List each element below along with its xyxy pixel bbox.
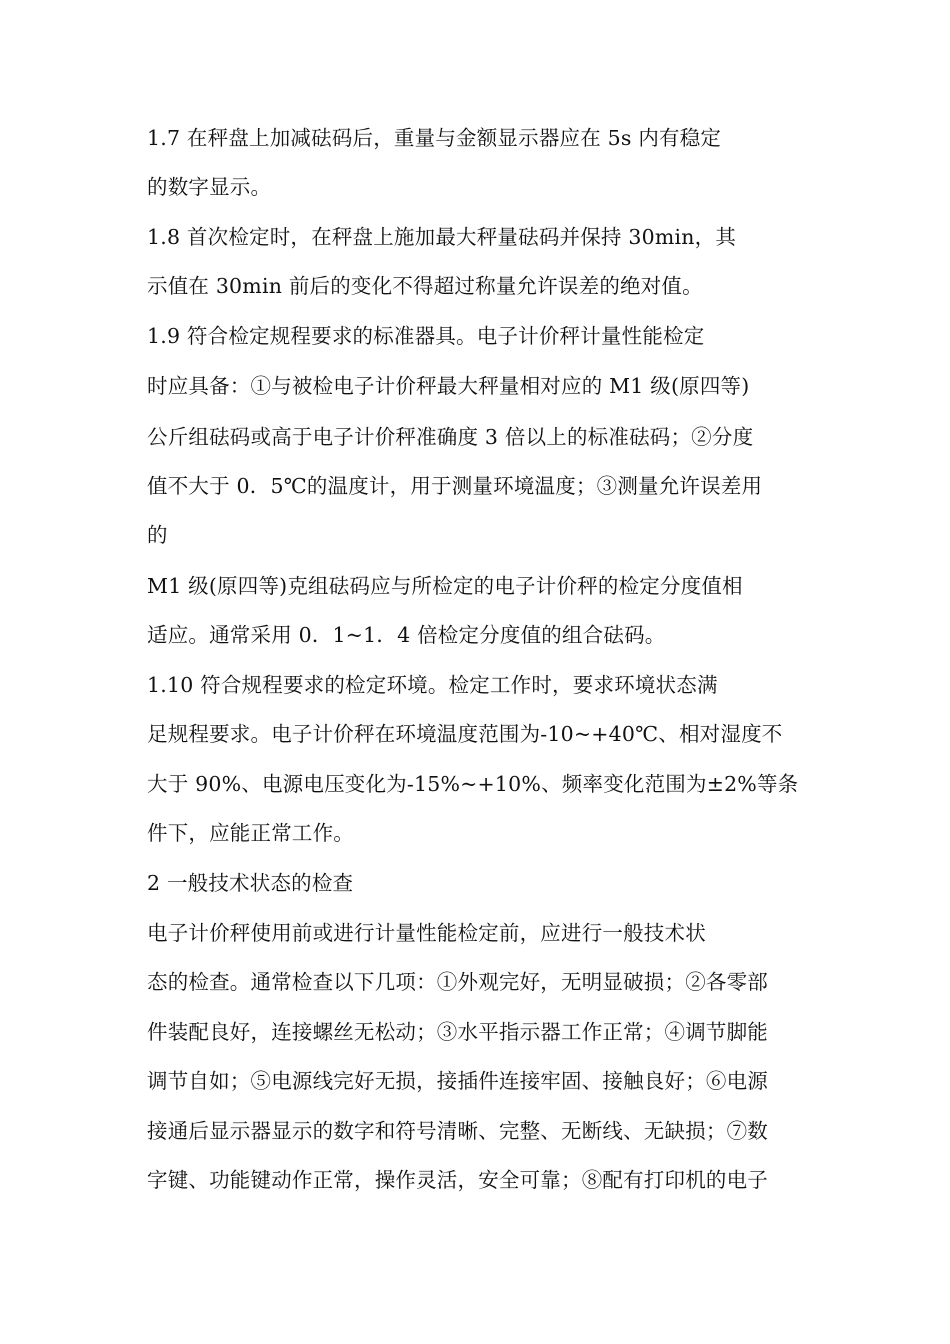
text-line-1-8: 1.8 首次检定时，在秤盘上施加最大秤量砝码并保持 30min，其	[147, 225, 737, 249]
text-line-1-7-cont: 的数字显示。	[147, 175, 272, 199]
section-heading-2: 2 一般技术状态的检查	[147, 871, 354, 895]
text-line-1-9-cont-5: M1 级(原四等)克组砝码应与所检定的电子计价秤的检定分度值相	[147, 574, 743, 598]
text-line-1-10-cont-3: 件下，应能正常工作。	[147, 821, 354, 845]
text-line-1-9-cont-1: 时应具备：①与被检电子计价秤最大秤量相对应的 M1 级(原四等)	[147, 374, 750, 398]
text-line-2-cont-5: 字键、功能键动作正常，操作灵活，安全可靠；⑧配有打印机的电子	[147, 1168, 768, 1192]
text-line-1-10: 1.10 符合规程要求的检定环境。检定工作时，要求环境状态满	[147, 673, 718, 697]
text-line-1-10-cont-2: 大于 90%、电源电压变化为-15%~+10%、频率变化范围为±2%等条	[147, 772, 799, 796]
text-line-2-cont-4: 接通后显示器显示的数字和符号清晰、完整、无断线、无缺损；⑦数	[147, 1119, 768, 1143]
text-line-1-9-cont-2: 公斤组砝码或高于电子计价秤准确度 3 倍以上的标准砝码；②分度	[147, 425, 754, 449]
text-line-1-7: 1.7 在秤盘上加减砝码后，重量与金额显示器应在 5s 内有稳定	[147, 126, 722, 150]
text-line-2-para: 电子计价秤使用前或进行计量性能检定前，应进行一般技术状	[147, 921, 706, 945]
text-line-2-cont-2: 件装配良好，连接螺丝无松动；③水平指示器工作正常；④调节脚能	[147, 1020, 768, 1044]
text-line-1-9: 1.9 符合检定规程要求的标准器具。电子计价秤计量性能检定	[147, 324, 705, 348]
text-line-1-9-cont-4: 的	[147, 523, 168, 547]
text-line-1-10-cont-1: 足规程要求。电子计价秤在环境温度范围为-10~+40℃、相对湿度不	[147, 722, 783, 746]
text-line-1-9-cont-3: 值不大于 0．5℃的温度计，用于测量环境温度；③测量允许误差用	[147, 474, 763, 498]
text-line-1-9-cont-6: 适应。通常采用 0．1~1．4 倍检定分度值的组合砝码。	[147, 623, 666, 647]
text-line-2-cont-3: 调节自如；⑤电源线完好无损，接插件连接牢固、接触良好；⑥电源	[147, 1069, 768, 1093]
text-line-2-cont-1: 态的检查。通常检查以下几项：①外观完好，无明显破损；②各零部	[147, 970, 768, 994]
text-line-1-8-cont: 示值在 30min 前后的变化不得超过称量允许误差的绝对值。	[147, 274, 703, 298]
